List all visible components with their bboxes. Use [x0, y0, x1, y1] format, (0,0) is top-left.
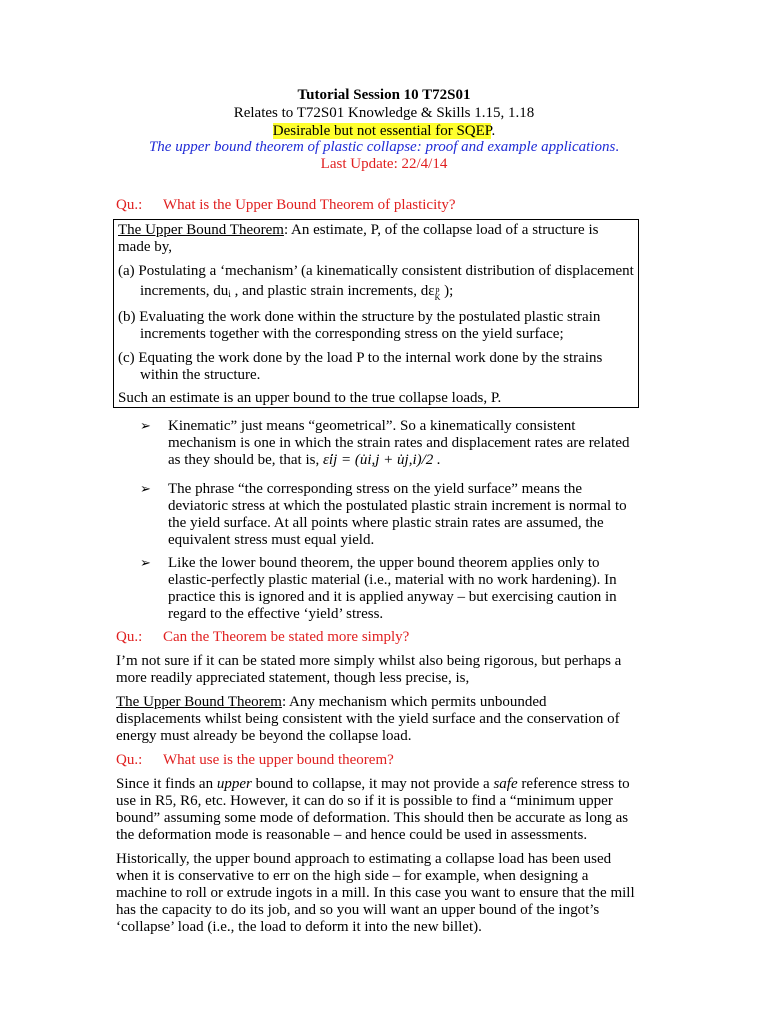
paragraph-2-line-3: bound” assuming some mode of deformation. This should then be accurate as long as: [116, 810, 629, 826]
paragraph-2-line-4: the deformation mode is reasonable – and hence could be used in assessments.: [116, 827, 588, 843]
document-title: Tutorial Session 10 T72S01: [297, 87, 471, 103]
paragraph-1-line-1: I’m not sure if it can be stated more simply whilst also being rigorous, but perhaps a: [116, 653, 622, 669]
paragraph-3-line-3: machine to roll or extrude ingots in a mill. In this case you want to ensure that the mill: [116, 885, 635, 901]
box-item-a: (a) Postulating a ‘mechanism’ (a kinematically consistent distribution of displacement: [118, 263, 634, 279]
paragraph-3-line-4: has the capacity to do its job, and so you will want an upper bound of the ingot’s: [116, 902, 600, 918]
paragraph-1-line-2: more readily appreciated statement, though less precise, is,: [116, 670, 470, 686]
box-item-a-cont: increments, $du_i$ , and plastic strain increments, dεp K );: [140, 283, 454, 302]
subtitle: The upper bound theorem of plastic collapse: proof and example applications.: [148, 139, 620, 155]
arrow-bullet-icon: ➢: [140, 482, 151, 497]
document-page: Tutorial Session 10 T72S01 Relates to T72S01 Knowledge & Skills 1.15, 1.18 Desirable but not essential for SQEP. The upper bound theorem of plastic collapse: proof and example applications. Last Update: 22/4/14 Qu.: What is the Upper Bound Theorem of plasticity? The Upper Bound Theorem: An estimate, P, of the collapse load of a structure is made by, (a) Postulating a ‘mechanism’ (a kinematically consistent distribution of displacement increments, $du_i$ , and plastic strain increments, dεp K ); (b) Evaluating the work done within the structure by the postulated plastic strain increments together with the corresponding stress on the yield surface; (c) Equating the work done by the load P to the internal work done by the strains within the structure. Such an estimate is an upper bound to the true collapse loads, P. ➢ Kinematic” just means “geometrical”. So a kinematically consistent mechanism is one in which the strain rates and displacement rates are related as they should be, that is, ε̇ij = (u̇i,j + u̇j,i)/2 . ➢ The phrase “the corresponding stress on the yield surface” means the deviatoric stress at which the postulated plastic strain increment is normal to the yield surface. At all points where plastic strain rates are assumed, the equivalent stress must equal yield. ➢ Like the lower bound theorem, the upper bound theorem applies only to elastic-perfectly plastic material (i.e., material with no work hardening). In practice this is ignored and it is applied anyway – but exercising caution in regard to the effective ‘yield’ stress. Qu.: Can the Theorem be stated more simply? I’m not sure if it can be stated more simply whilst also being rigorous, but perhaps a more readily appreciated statement, though less precise, is, The Upper Bound Theorem: Any mechanism which permits unbounded displacements whilst being consistent with the yield surface and the conservation of energy must already be beyond the collapse load. Qu.: What use is the upper bound theorem? Since it finds an upper bound to collapse, it may not provide a safe reference stress to use in R5, R6, etc. However, it can do so if it is possible to find a “minimum upper bound” assuming some mode of deformation. This should then be accurate as long as the deformation mode is reasonable – and hence could be used in assessments. Historically, the upper bound approach to estimating a collapse load has been used when it is conservative to err on the high side – for example, when designing a machine to roll or extrude ingots in a mill. In this case you want to ensure that the mill has the capacity to do its job, and so you will want an upper bound of the ingot’s ‘collapse’ load (i.e., the load to deform it into the new billet).: [0, 0, 768, 1024]
box-line-2: made by,: [118, 239, 173, 255]
box-item-c-cont: within the structure.: [140, 367, 261, 383]
highlighted-text: Desirable but not essential for SQEP: [272, 123, 492, 139]
arrow-bullet-icon: ➢: [140, 556, 151, 571]
box-footer: Such an estimate is an upper bound to the true collapse loads, P.: [118, 390, 502, 406]
desirable-line: Desirable but not essential for SQEP.: [272, 123, 496, 139]
question-1: Qu.: What is the Upper Bound Theorem of plasticity?: [116, 197, 456, 213]
box-item-b-cont: increments together with the corresponding stress on the yield surface;: [140, 326, 564, 342]
box-item-b: (b) Evaluating the work done within the structure by the postulated plastic strain: [118, 309, 601, 325]
question-2: Qu.: Can the Theorem be stated more simply?: [116, 629, 410, 645]
simple-statement-line-2: displacements whilst being consistent with the yield surface and the conservation of: [116, 711, 620, 727]
paragraph-2-line-2: use in R5, R6, etc. However, it can do so if it is possible to find a “minimum upper: [116, 793, 613, 809]
box-item-c: (c) Equating the work done by the load P to the internal work done by the strains: [118, 350, 603, 366]
last-update: Last Update: 22/4/14: [320, 156, 448, 172]
paragraph-3-line-2: when it is conservative to err on the high side – for example, when designing a: [116, 868, 589, 884]
strain-superscript-subscript: p K: [434, 285, 441, 302]
paragraph-3-line-1: Historically, the upper bound approach to estimating a collapse load has been used: [116, 851, 612, 867]
simple-statement-line-1: The Upper Bound Theorem: Any mechanism which permits unbounded: [116, 694, 547, 710]
arrow-bullet-icon: ➢: [140, 419, 151, 434]
box-line-1: The Upper Bound Theorem: An estimate, P, of the collapse load of a structure is: [118, 222, 599, 238]
paragraph-2-line-1: Since it finds an upper bound to collapse, it may not provide a safe reference stress to: [116, 776, 630, 792]
strain-rate-formula: ε̇ij = (u̇i,j + u̇j,i)/2 .: [322, 452, 441, 468]
paragraph-3-line-5: ‘collapse’ load (i.e., the load to deform it into the new billet).: [116, 919, 482, 935]
question-3: Qu.: What use is the upper bound theorem?: [116, 752, 394, 768]
simple-statement-line-3: energy must already be beyond the collapse load.: [116, 728, 412, 744]
relates-line: Relates to T72S01 Knowledge & Skills 1.15, 1.18: [233, 105, 535, 121]
